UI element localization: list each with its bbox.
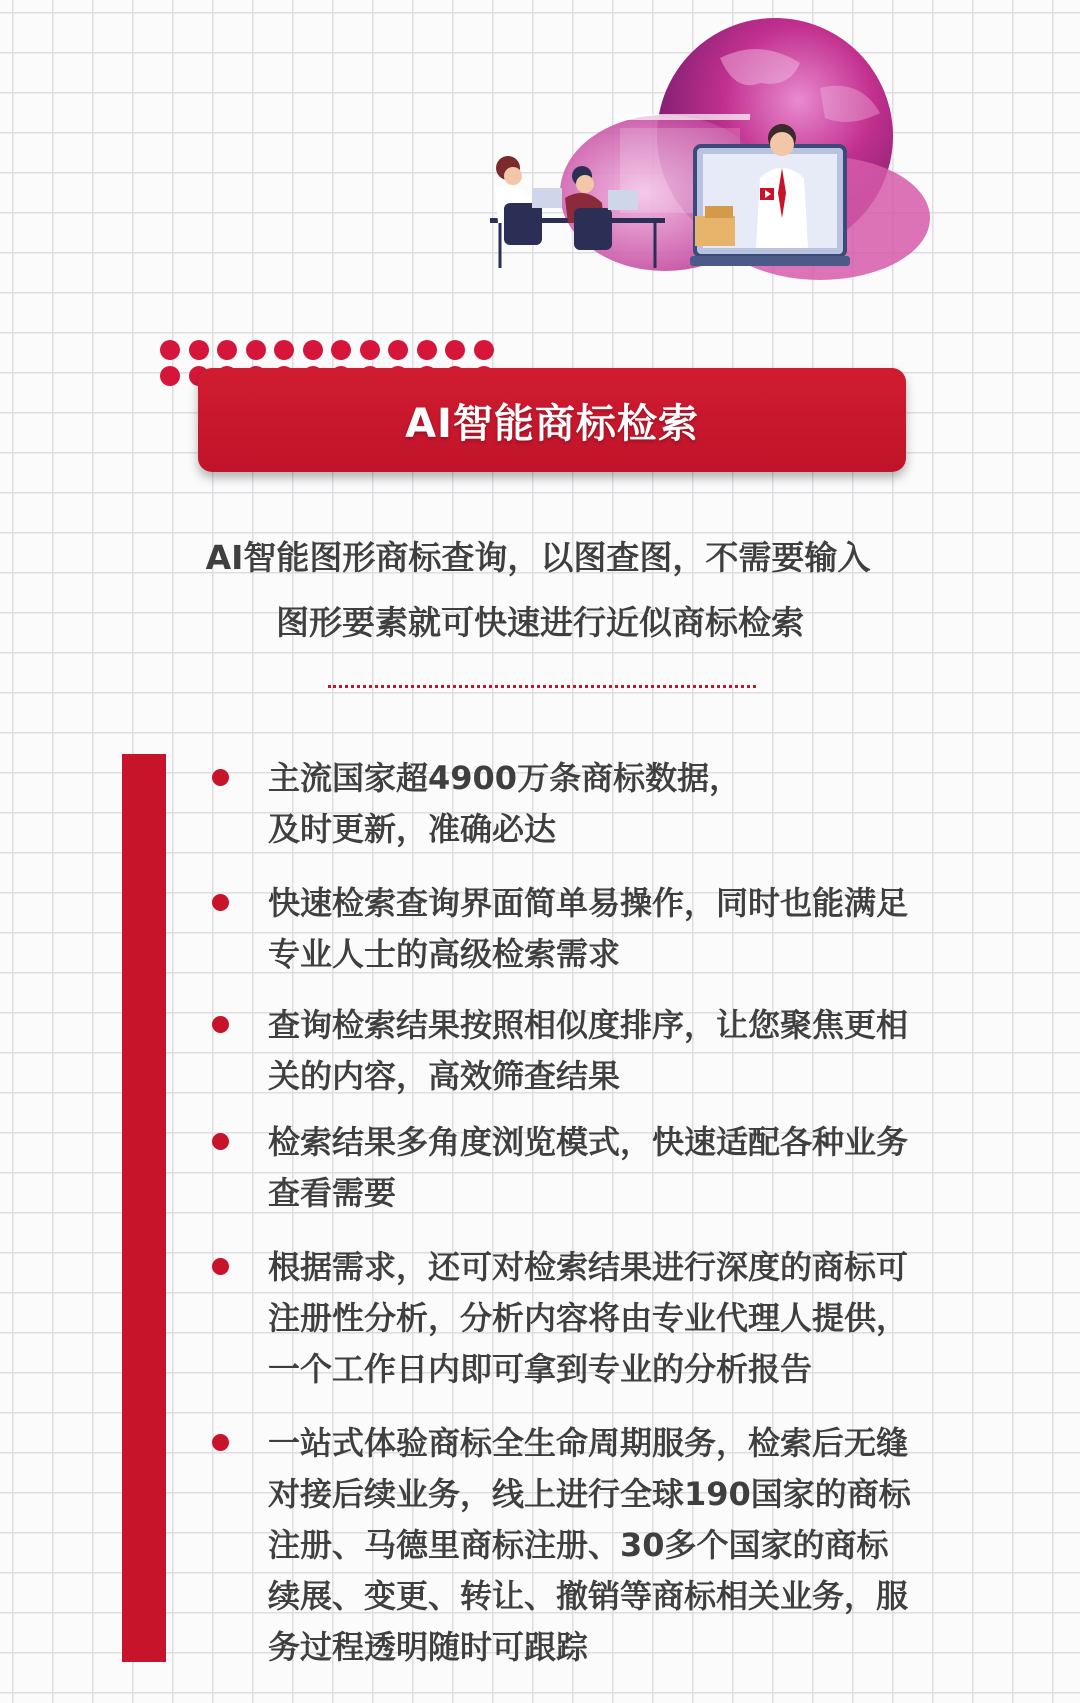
title-banner	[198, 368, 906, 472]
feature-text: 根据需求，还可对检索结果进行深度的商标可 注册性分析，分析内容将由专业代理人提供， 一个工作日内即可拿到专业的分析报告	[268, 1248, 909, 1388]
decorative-dot	[189, 340, 209, 360]
feature-text: 查询检索结果按照相似度排序，让您聚焦更相 关的内容，高效筛查结果	[268, 1006, 909, 1095]
decorative-dot	[274, 340, 294, 360]
decorative-dot	[360, 340, 380, 360]
bullet-dot	[212, 769, 229, 786]
dotted-divider	[328, 685, 756, 688]
decorative-dot	[474, 340, 494, 360]
page-title: AI智能商标检索	[405, 400, 699, 447]
feature-text: 快速检索查询界面简单易操作，同时也能满足 专业人士的高级检索需求	[268, 884, 909, 973]
decorative-dot	[417, 340, 437, 360]
decorative-dot	[160, 340, 180, 360]
bullet-dot	[212, 1258, 229, 1275]
feature-text: 主流国家超4900万条商标数据， 及时更新，准确必达	[268, 759, 742, 848]
intro-line-2: 图形要素就可快速进行近似商标检索	[276, 603, 804, 642]
decorative-dot	[217, 340, 237, 360]
bullet-dot	[212, 1434, 229, 1451]
intro-line-1: AI智能图形商标查询，以图查图，不需要输入	[205, 538, 871, 577]
bullet-dot	[212, 894, 229, 911]
decorative-dot	[331, 340, 351, 360]
feature-text: 一站式体验商标全生命周期服务，检索后无缝 对接后续业务，线上进行全球190国家的商标 注册、马德里商标注册、30多个国家的商标 续展、变更、转让、撤销等商标相关业务，服 务过程透明随时可跟踪	[268, 1424, 911, 1666]
feature-text: 检索结果多角度浏览模式，快速适配各种业务 查看需要	[268, 1123, 909, 1212]
decorative-dot	[160, 366, 180, 386]
decorative-dot	[445, 340, 465, 360]
accent-bar	[122, 754, 166, 1662]
bullet-dot	[212, 1133, 229, 1150]
customer-service-illustration	[490, 18, 940, 293]
bullet-dot	[212, 1016, 229, 1033]
decorative-dot	[388, 340, 408, 360]
decorative-dot	[303, 340, 323, 360]
decorative-dot	[246, 340, 266, 360]
